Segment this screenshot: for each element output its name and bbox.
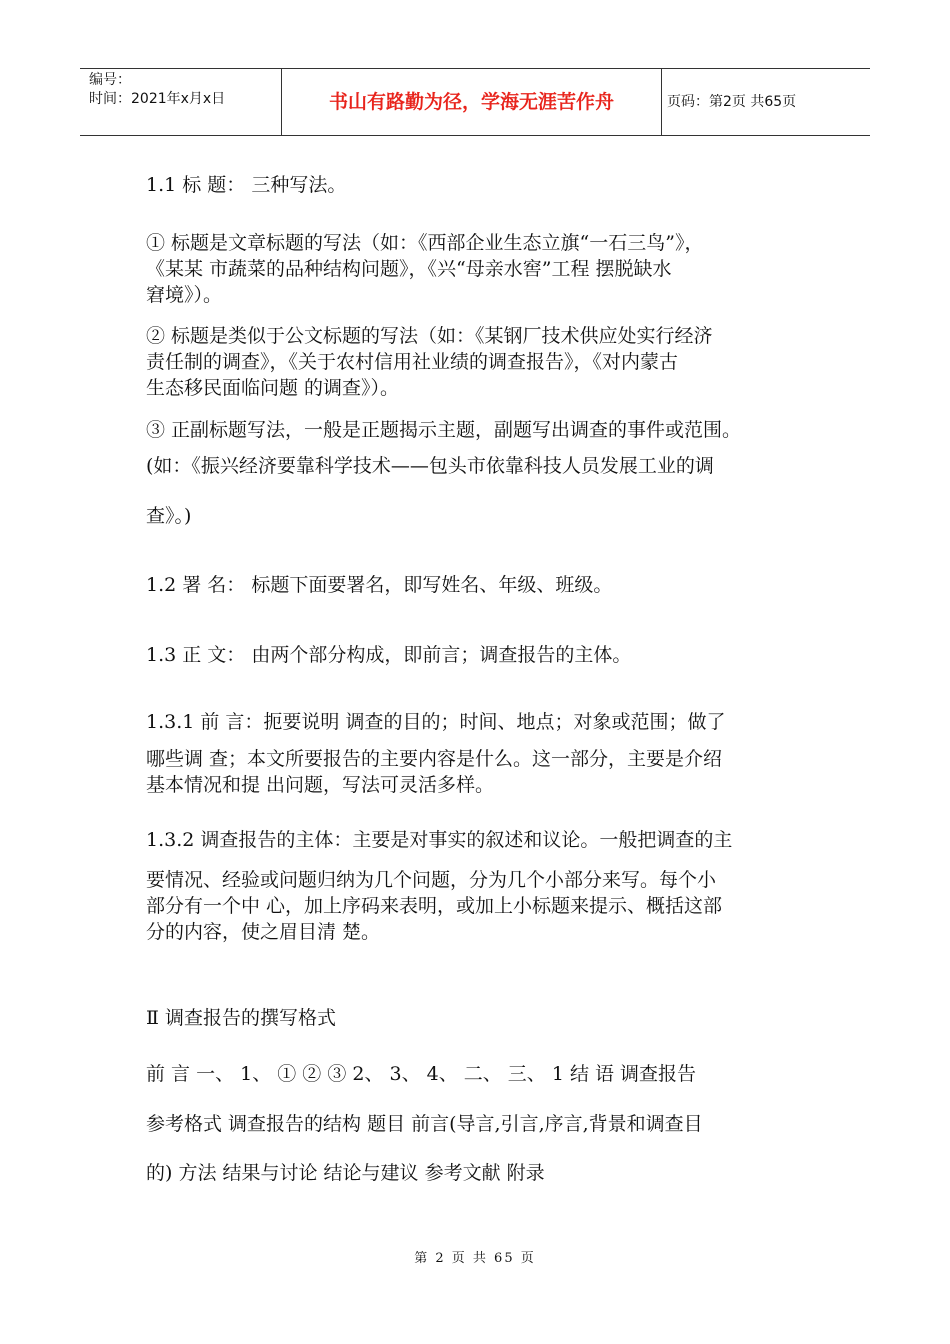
item-3-line-3: 查》。) [146,505,192,527]
document-date-label: 时间：2021年x月x日 [89,91,226,107]
outline-line-2: 参考格式 调查报告的结构 题目 前言(导言,引言,序言,背景和调查目 [146,1113,703,1135]
item-3-line-2: (如：《振兴经济要靠科学技术——包头市依靠科技人员发展工业的调 [146,455,714,477]
section-1-3-2-line-1: 1.3.2 调查报告的主体：主要是对事实的叙述和议论。一般把调查的主 [146,829,733,851]
outline-line-3: 的) 方法 结果与讨论 结论与建议 参考文献 附录 [146,1162,545,1184]
header-page-info: 页码：第2页 共65页 [667,94,797,110]
item-1-line-2: 《某某 市蔬菜的品种结构问题》，《兴“母亲水窖”工程 摆脱缺水 [146,258,672,280]
header-meta-cell [80,69,282,135]
item-2-line-1: ② 标题是类似于公文标题的写法（如：《某钢厂技术供应处实行经济 [146,325,713,347]
item-2-line-2: 责任制的调查》，《关于农村信用社业绩的调查报告》，《对内蒙古 [146,351,679,373]
item-1-line-3: 窘境》）。 [146,284,223,306]
section-1-3-1-line-3: 基本情况和提 出问题，写法可灵活多样。 [146,774,495,796]
section-1-3-1-line-1: 1.3.1 前 言：扼要说明 调查的目的；时间、地点；对象或范围；做了 [146,711,726,733]
header-motto: 书山有路勤为径，学海无涯苦作舟 [282,69,662,135]
item-3-line-1: ③ 正副标题写法，一般是正题揭示主题，副题写出调查的事件或范围。 [146,419,742,441]
section-1-3: 1.3 正 文： 由两个部分构成，即前言；调查报告的主体。 [146,644,632,666]
section-1-3-2-line-2: 要情况、经验或问题归纳为几个问题，分为几个小部分来写。每个小 [146,869,717,891]
section-1-3-2-line-4: 分的内容，使之眉目清 楚。 [146,921,381,943]
section-1-2: 1.2 署 名： 标题下面要署名，即写姓名、年级、班级。 [146,574,613,596]
page-footer: 第 2 页 共 65 页 [414,1251,536,1266]
section-1-1-title: 1.1 标 题： 三种写法。 [146,174,347,196]
section-II-title: Ⅱ 调查报告的撰写格式 [146,1007,336,1029]
item-2-line-3: 生态移民面临问题 的调查》）。 [146,377,400,399]
page-header [80,68,870,136]
section-1-3-2-line-3: 部分有一个中 心，加上序码来表明，或加上小标题来提示、概括这部 [146,895,723,917]
document-number-label: 编号： [89,72,131,88]
section-1-3-1-line-2: 哪些调 查；本文所要报告的主要内容是什么。这一部分，主要是介绍 [146,748,723,770]
item-1-line-1: ① 标题是文章标题的写法（如：《西部企业生态立旗“一石三鸟”》， [146,232,704,254]
outline-line-1: 前 言 一、 1、 ① ② ③ 2、 3、 4、 二、 三、 1 结 语 调查报告 [146,1063,697,1085]
